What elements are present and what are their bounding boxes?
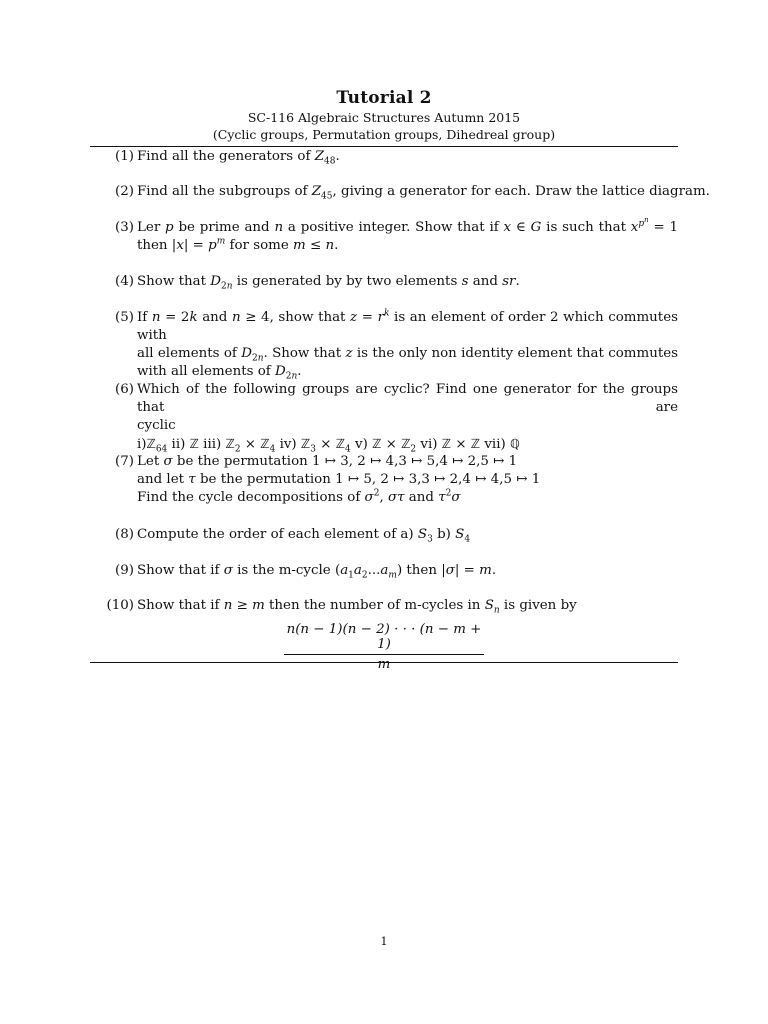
problem-text: Find all the generators of $Z_{48}$.: [137, 149, 340, 167]
page-title: Tutorial 2: [336, 88, 432, 108]
topics-line: (Cyclic groups, Permutation groups, Dihedreal group): [212, 127, 556, 142]
problem-text: Find all the subgroups of $Z_{45}$, giving a generator for each. Draw the lattice diagram.: [137, 184, 710, 202]
problem-number: (2): [115, 184, 134, 199]
formula-numerator: n(n − 1)(n − 2) · · · (n − m + 1): [284, 622, 484, 655]
top-rule: [90, 146, 678, 147]
problem-text: Show that if σ is the m-cycle $(a_1a_2...a_m)$ then |σ| = m.: [137, 563, 497, 581]
problem-text: Let σ be the permutation 1 ↦ 3, 2 ↦ 4,3 ↦ 5,4 ↦ 2,5 ↦ 1 and let τ be the permutation 1 ↦ 5, 2 ↦ 3,3 ↦ 2,4 ↦ 4,5 ↦ 1 Find the cycle decompositions of $\sigma^2$, στ and $\tau^2\sigma$: [137, 454, 541, 505]
problem-number: (1): [115, 149, 134, 164]
problem-number: (9): [115, 563, 134, 578]
page-number: 1: [380, 935, 388, 948]
problem-text: Ler p be prime and n a positive integer. Show that if x ∈ G is such that $x^{p^n} = 1$ then $|x| = p^m$ for some m ≤ n.: [137, 215, 678, 253]
problem-number: (3): [115, 220, 134, 235]
problem-number: (8): [115, 527, 134, 542]
m-cycle-count-formula: [284, 622, 484, 672]
problem-number: (7): [115, 454, 134, 469]
problem-text: Show that $D_{2n}$ is generated by by two elements s and sr.: [137, 274, 520, 292]
problem-number: (10): [106, 598, 134, 613]
problem-text: Which of the following groups are cyclic? Find one generator for the groups that are cyclic i)ℤ$_{64}$ ii) ℤ iii) ℤ$_2$ × ℤ$_4$ iv) ℤ$_3$ × ℤ$_4$ v) ℤ × ℤ$_2$ vi) ℤ × ℤ vii) ℚ: [137, 382, 678, 455]
problem-text: If n = 2k and n ≥ 4, show that $z = r^k$ is an element of order 2 which commutes with all elements of $D_{2n}$. Show that z is the only non identity element that commutes with all elements of $D_{2n}$.: [137, 308, 678, 382]
bottom-rule: [90, 662, 678, 663]
problem-number: (4): [115, 274, 134, 289]
problem-text: Show that if n ≥ m then the number of m-cycles in $S_n$ is given by: [137, 598, 577, 616]
formula-denominator: m: [377, 657, 391, 672]
course-line: SC-116 Algebraic Structures Autumn 2015: [247, 110, 521, 125]
problem-number: (6): [115, 382, 134, 397]
problem-number: (5): [115, 310, 134, 325]
problem-text: Compute the order of each element of a) $S_3$ b) $S_4$: [137, 527, 471, 545]
